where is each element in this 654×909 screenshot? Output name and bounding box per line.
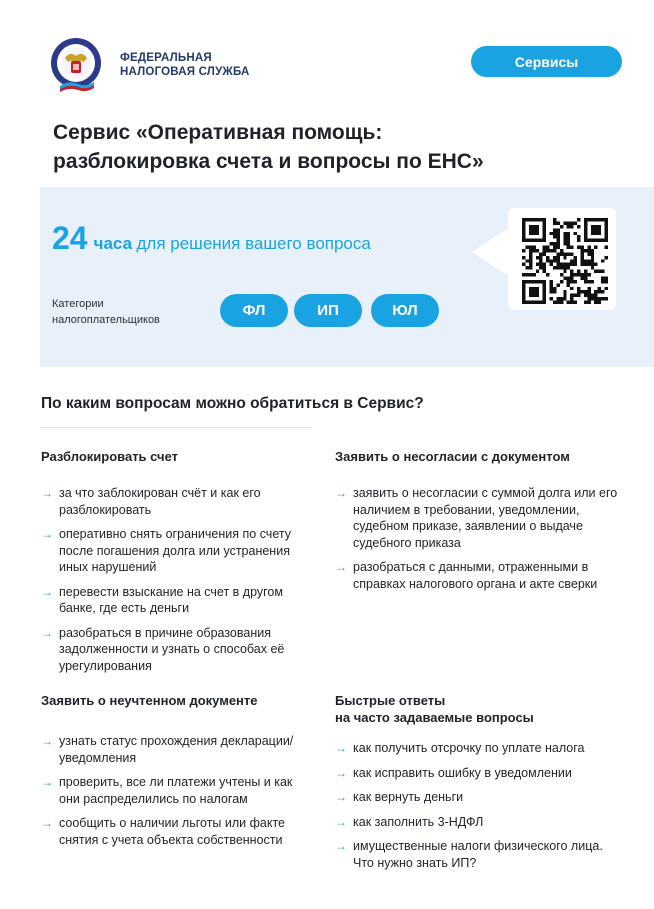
list-item[interactable] [41, 584, 313, 617]
list-item[interactable] [41, 815, 313, 848]
arrow-right-icon: → [41, 625, 53, 640]
section-disagree-list [335, 485, 620, 592]
arrow-right-icon: → [335, 486, 347, 500]
list-item-link[interactable]: заявить о несогласии с суммой долга или его наличием в требовании, уведомлении, судебном приказе, заявлении о выдаче судебного приказа [353, 486, 618, 550]
list-item-link[interactable]: за что заблокирован счёт и как его разблокировать [59, 486, 261, 517]
list-item-link[interactable]: перевести взыскание на счет в другом банке, где есть деньги [59, 584, 283, 615]
section-faq [335, 692, 620, 879]
list-item-link[interactable]: имущественные налоги физического лица. Что нужно знать ИП? [353, 839, 603, 870]
list-item-link[interactable]: как получить отсрочку по уплате налога [353, 741, 585, 755]
section-unblock [41, 448, 313, 682]
arrow-right-icon: → [335, 765, 347, 780]
arrow-right-icon: → [41, 486, 53, 500]
category-fl-button[interactable]: ФЛ [220, 294, 288, 327]
list-item-link[interactable]: разобраться с данными, отраженными в справках налогового органа и акте сверки [353, 560, 598, 591]
list-item-link[interactable]: как вернуть деньги [353, 790, 464, 804]
response-time [52, 220, 371, 257]
categories-label-line1: Категории [52, 298, 104, 310]
category-ip-button[interactable]: ИП [294, 294, 362, 327]
arrow-right-icon: → [335, 741, 347, 755]
list-item[interactable] [41, 774, 313, 807]
list-item[interactable] [41, 485, 313, 518]
fns-emblem-icon [46, 34, 110, 94]
qr-code-icon[interactable] [522, 218, 608, 304]
arrow-right-icon: → [41, 734, 53, 748]
arrow-right-icon: → [335, 814, 347, 829]
hours-number: 24 [52, 220, 88, 256]
section-subtitle: По каким вопросам можно обратиться в Сервис? [41, 395, 424, 412]
org-name-line1: ФЕДЕРАЛЬНАЯ [120, 52, 212, 64]
hours-description: для решения вашего вопроса [136, 234, 371, 253]
list-item[interactable] [335, 789, 620, 806]
section-unblock-title: Разблокировать счет [41, 449, 179, 464]
section-unrecorded-title: Заявить о неучтенном документе [41, 693, 258, 708]
list-item-link[interactable]: узнать статус прохождения декларации/уведомления [59, 734, 294, 765]
section-disagree-title: Заявить о несогласии с документом [335, 449, 570, 464]
section-unrecorded-list [41, 733, 313, 848]
list-item[interactable] [335, 485, 620, 551]
list-item[interactable] [41, 526, 313, 576]
list-item-link[interactable]: оперативно снять ограничения по счету после погашения долга или устранения иных нарушений [59, 527, 291, 574]
arrow-right-icon: → [335, 839, 347, 853]
arrow-right-icon: → [335, 560, 347, 574]
list-item-link[interactable]: разобраться в причине образования задолженности и узнать о способах её урегулирования [59, 625, 285, 673]
category-yl-button[interactable]: ЮЛ [371, 294, 439, 327]
services-button[interactable]: Сервисы [471, 46, 622, 77]
divider [40, 427, 312, 428]
list-item-link[interactable]: сообщить о наличии льготы или факте снятия с учета объекта собственности [59, 816, 286, 847]
list-item[interactable] [335, 838, 620, 871]
list-item-link[interactable]: как заполнить 3-НДФЛ [353, 814, 484, 829]
section-faq-title-line1: Быстрые ответы [335, 693, 446, 708]
section-unblock-list [41, 485, 313, 674]
categories-label [52, 296, 160, 328]
list-item-link[interactable]: проверить, все ли платежи учтены и как они распределились по налогам [59, 775, 293, 806]
arrow-right-icon: → [41, 775, 53, 789]
section-unrecorded [41, 692, 313, 856]
arrow-right-icon: → [335, 790, 347, 804]
arrow-right-icon: → [41, 584, 53, 599]
section-faq-list [335, 740, 620, 871]
list-item-link[interactable]: как исправить ошибку в уведомлении [353, 765, 572, 780]
categories-label-line2: налогоплательщиков [52, 314, 160, 326]
list-item[interactable] [41, 733, 313, 766]
arrow-right-icon: → [41, 816, 53, 830]
section-faq-title [335, 692, 620, 726]
list-item[interactable] [335, 765, 620, 782]
org-name-line2: НАЛОГОВАЯ СЛУЖБА [120, 66, 250, 78]
list-item[interactable] [335, 740, 620, 757]
list-item[interactable] [335, 814, 620, 831]
section-disagree [335, 448, 620, 600]
page-title [53, 118, 613, 176]
page-title-line2: разблокировка счета и вопросы по ЕНС» [53, 150, 484, 173]
org-name [120, 51, 250, 79]
hours-unit: часа [93, 234, 133, 253]
arrow-right-icon: → [41, 527, 53, 541]
page-title-line1: Сервис «Оперативная помощь: [53, 121, 383, 144]
list-item[interactable] [335, 559, 620, 592]
section-faq-title-line2: на часто задаваемые вопросы [335, 710, 534, 725]
list-item[interactable] [41, 625, 313, 675]
